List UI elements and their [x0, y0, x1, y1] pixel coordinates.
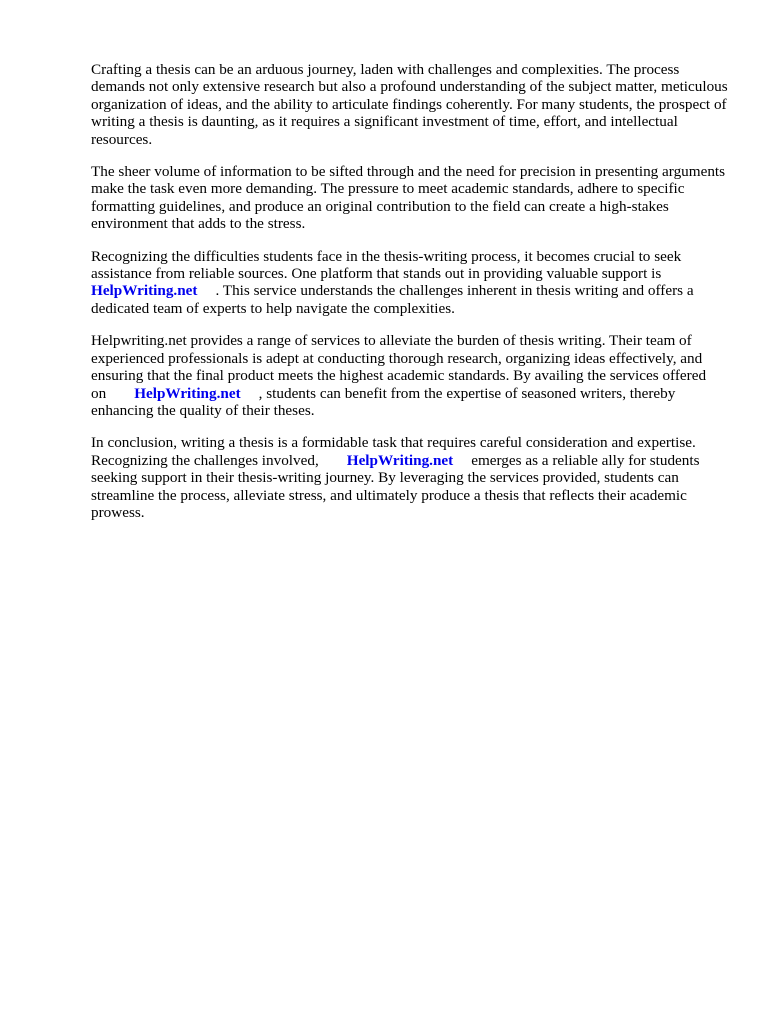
helpwriting-link-1[interactable]: HelpWriting.net	[91, 282, 198, 300]
paragraph-services	[91, 332, 731, 419]
helpwriting-link-3[interactable]: HelpWriting.net	[346, 451, 454, 469]
paragraph-intro-text: Crafting a thesis can be an arduous journey, laden with challenges and complexities. The process demands not only extensive research but also a profound understanding of the subject matter, meticulous organization of ideas, and the ability to articulate findings coherently. For many students, the prospect of writing a thesis is daunting, as it requires a significant investment of time, effort, and intellectual resources.	[91, 61, 728, 148]
paragraph-conclusion	[91, 434, 731, 521]
document-page	[91, 61, 731, 536]
paragraph-conclusion-text-before: In conclusion, writing a thesis is a formidable task that requires careful consideration and expertise. Recognizing the challenges involved,	[91, 434, 696, 469]
paragraph-recognizing-text-before: Recognizing the difficulties students face in the thesis-writing process, it becomes crucial to seek assistance from reliable sources. One platform that stands out in providing valuable support is	[91, 247, 682, 283]
paragraph-services-text-after: , students can benefit from the expertise of seasoned writers, thereby enhancing the quality of their theses.	[91, 384, 676, 419]
paragraph-recognizing	[91, 248, 731, 318]
helpwriting-link-2[interactable]: HelpWriting.net	[134, 384, 241, 402]
paragraph-conclusion-text-after: emerges as a reliable ally for students seeking support in their thesis-writing journey. By leveraging the services provided, students can streamline the process, alleviate stress, and ultimately produce a thesis that reflects their academic prowess.	[91, 451, 700, 521]
paragraph-challenges	[91, 163, 731, 233]
paragraph-recognizing-text-after: . This service understands the challenges inherent in thesis writing and offers a dedicated team of experts to help navigate the complexities.	[91, 282, 694, 317]
paragraph-services-text-before: Helpwriting.net provides a range of services to alleviate the burden of thesis writing. Their team of experienced professionals is adept at conducting thorough research, organizing ideas effectively, and ensuring that the final product meets the highest academic standards. By availing the services offered on	[91, 332, 707, 402]
paragraph-challenges-text: The sheer volume of information to be sifted through and the need for precision in presenting arguments make the task even more demanding. The pressure to meet academic standards, adhere to specific formatting guidelines, and produce an original contribution to the field can create a high-stakes environment that adds to the stress.	[91, 163, 726, 233]
paragraph-intro	[91, 61, 731, 148]
